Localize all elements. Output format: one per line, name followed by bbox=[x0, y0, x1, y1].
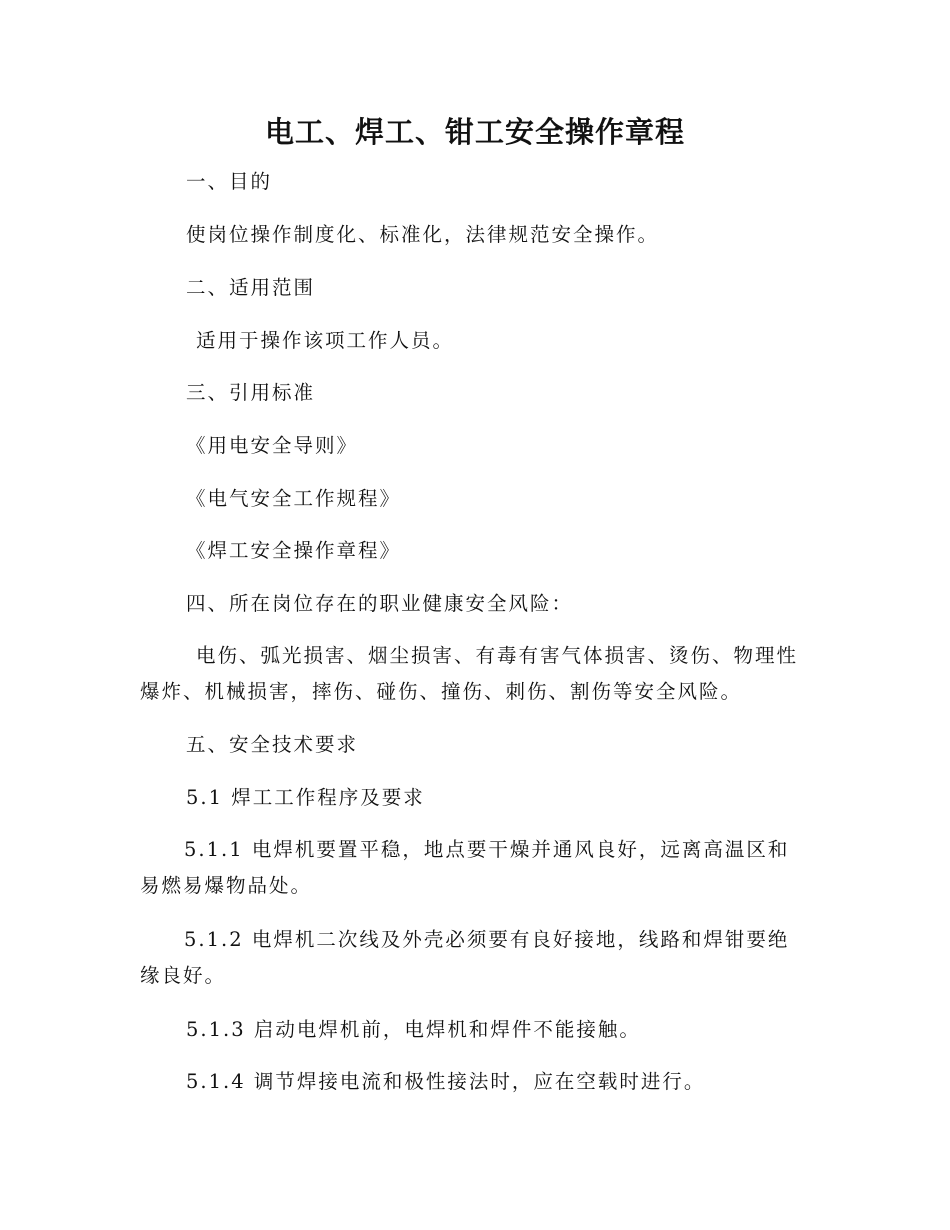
subsection-5-1: 5.1 焊工工作程序及要求 bbox=[186, 786, 425, 809]
section-1-body: 使岗位操作制度化、标准化，法律规范安全操作。 bbox=[186, 223, 660, 246]
document-title: 电工、焊工、钳工安全操作章程 bbox=[264, 115, 685, 149]
clause-5-1-4: 5.1.4 调节焊接电流和极性接法时，应在空载时进行。 bbox=[186, 1070, 706, 1093]
section-2-heading: 二、适用范围 bbox=[186, 276, 316, 299]
clause-5-1-1: 5.1.1 电焊机要置平稳，地点要干燥并通风良好，远离高温区和易燃易爆物品处。 bbox=[140, 838, 790, 897]
reference-standard-3: 《焊工安全操作章程》 bbox=[186, 539, 402, 562]
section-4-heading: 四、所在岗位存在的职业健康安全风险： bbox=[186, 592, 574, 615]
section-4-body: 电伤、弧光损害、烟尘损害、有毒有害气体损害、烫伤、物理性爆炸、机械损害，摔伤、碰伤、撞伤、刺伤、割伤等安全风险。 bbox=[140, 644, 799, 703]
section-3-heading: 三、引用标准 bbox=[186, 381, 316, 404]
section-5-heading: 五、安全技术要求 bbox=[186, 733, 359, 756]
reference-standard-1: 《用电安全导则》 bbox=[186, 434, 359, 457]
section-1-heading: 一、目的 bbox=[186, 170, 273, 193]
section-2-body: 适用于操作该项工作人员。 bbox=[196, 329, 455, 352]
clause-5-1-3: 5.1.3 启动电焊机前，电焊机和焊件不能接触。 bbox=[186, 1018, 641, 1041]
reference-standard-2: 《电气安全工作规程》 bbox=[186, 487, 402, 510]
clause-5-1-2: 5.1.2 电焊机二次线及外壳必须要有良好接地，线路和焊钳要绝缘良好。 bbox=[140, 928, 790, 987]
